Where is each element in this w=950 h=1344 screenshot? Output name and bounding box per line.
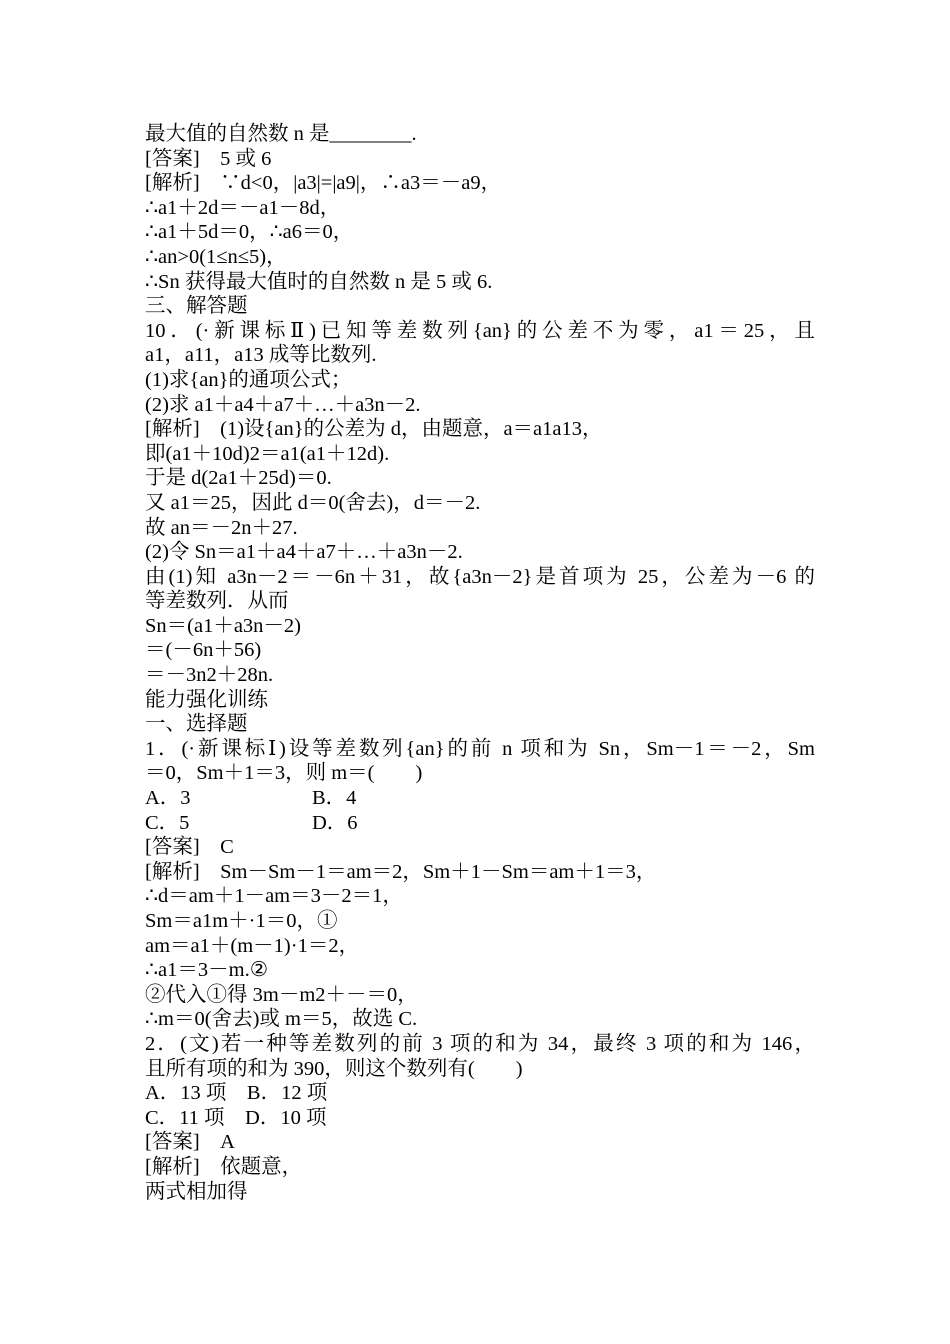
text-line: Sn＝(a1＋a3n－2)	[145, 614, 302, 637]
text-line: ∴an>0(1≤n≤5)，	[145, 245, 287, 268]
question-line: 1．(·新课标Ⅰ)设等差数列{an}的前 n 项和为 Sn，Sm－1＝－2，Sm	[145, 737, 815, 760]
question-line: 2．(文)若一种等差数列的前 3 项的和为 34，最终 3 项的和为 146，	[145, 1032, 815, 1055]
analysis-line: [解析] 依题意，	[145, 1155, 303, 1178]
text-line: a1，a11，a13 成等比数列.	[145, 344, 377, 367]
section-heading: 能力强化训练	[145, 688, 268, 711]
text-line: (2)令 Sn＝a1＋a4＋a7＋…＋a3n－2.	[145, 541, 463, 564]
text-line: am＝a1＋(m－1)·1＝2，	[145, 934, 360, 957]
text-line: 由(1)知 a3n－2＝－6n＋31，故{a3n－2}是首项为 25，公差为－6 的	[145, 565, 815, 588]
answer-line: [答案] C	[145, 836, 234, 859]
text-line: 即(a1＋10d)2＝a1(a1＋12d).	[145, 442, 390, 465]
analysis-line: [解析] (1)设{an}的公差为 d，由题意，a＝a1a13，	[145, 418, 603, 441]
question-line: 10．(·新课标Ⅱ)已知等差数列{an}的公差不为零，a1＝25，且	[145, 319, 815, 342]
options-line: C．11 项 D．10 项	[145, 1106, 327, 1129]
text-line: (1)求{an}的通项公式；	[145, 368, 352, 391]
analysis-line: [解析] ∵d<0，|a3|=|a9|，∴a3＝－a9，	[145, 172, 502, 195]
analysis-line: [解析] Sm－Sm－1＝am＝2，Sm＋1－Sm＝am＋1＝3，	[145, 860, 657, 883]
text-line: ②代入①得 3m－m2＋－＝0，	[145, 983, 418, 1006]
text-line: ＝0，Sm＋1＝3，则 m＝( )	[145, 762, 423, 785]
text-line: 两式相加得	[145, 1180, 248, 1203]
answer-line: [答案] A	[145, 1131, 235, 1154]
text-line: ∴a1＝3－m.②	[145, 959, 269, 982]
option-c: C．5	[145, 811, 190, 834]
section-heading: 三、解答题	[145, 295, 248, 318]
text-line: ∴a1＋2d＝－a1－8d，	[145, 196, 341, 219]
text-line: 且所有项的和为 390，则这个数列有( )	[145, 1057, 523, 1080]
text-line: ∴d＝am＋1－am＝3－2＝1，	[145, 885, 403, 908]
option-d: D．6	[312, 811, 358, 834]
answer-line: [答案] 5 或 6	[145, 147, 272, 170]
text-line: 最大值的自然数 n 是________.	[145, 123, 417, 145]
options-row	[145, 786, 815, 811]
text-line: ＝(－6n＋56)	[145, 639, 262, 662]
text-line: 又 a1＝25，因此 d＝0(舍去)，d＝－2.	[145, 491, 481, 514]
option-b: B．4	[312, 787, 357, 810]
text-line: 于是 d(2a1＋25d)＝0.	[145, 467, 332, 490]
section-heading: 一、选择题	[145, 713, 248, 736]
options-row	[145, 811, 815, 836]
text-line: ＝－3n2＋28n.	[145, 664, 274, 687]
text-line: ∴Sn 获得最大值时的自然数 n 是 5 或 6.	[145, 270, 493, 293]
text-line: 等差数列．从而	[145, 590, 289, 613]
text-line: (2)求 a1＋a4＋a7＋…＋a3n－2.	[145, 393, 421, 416]
options-line: A．13 项 B．12 项	[145, 1082, 328, 1105]
text-line: ∴a1＋5d＝0，∴a6＝0，	[145, 221, 354, 244]
text-line: ∴m＝0(舍去)或 m＝5，故选 C.	[145, 1008, 418, 1031]
text-line: 故 an＝－2n＋27.	[145, 516, 298, 539]
text-line: Sm＝a1m＋·1＝0，①	[145, 910, 338, 932]
option-a: A．3	[145, 787, 191, 810]
document-page	[145, 122, 815, 1204]
